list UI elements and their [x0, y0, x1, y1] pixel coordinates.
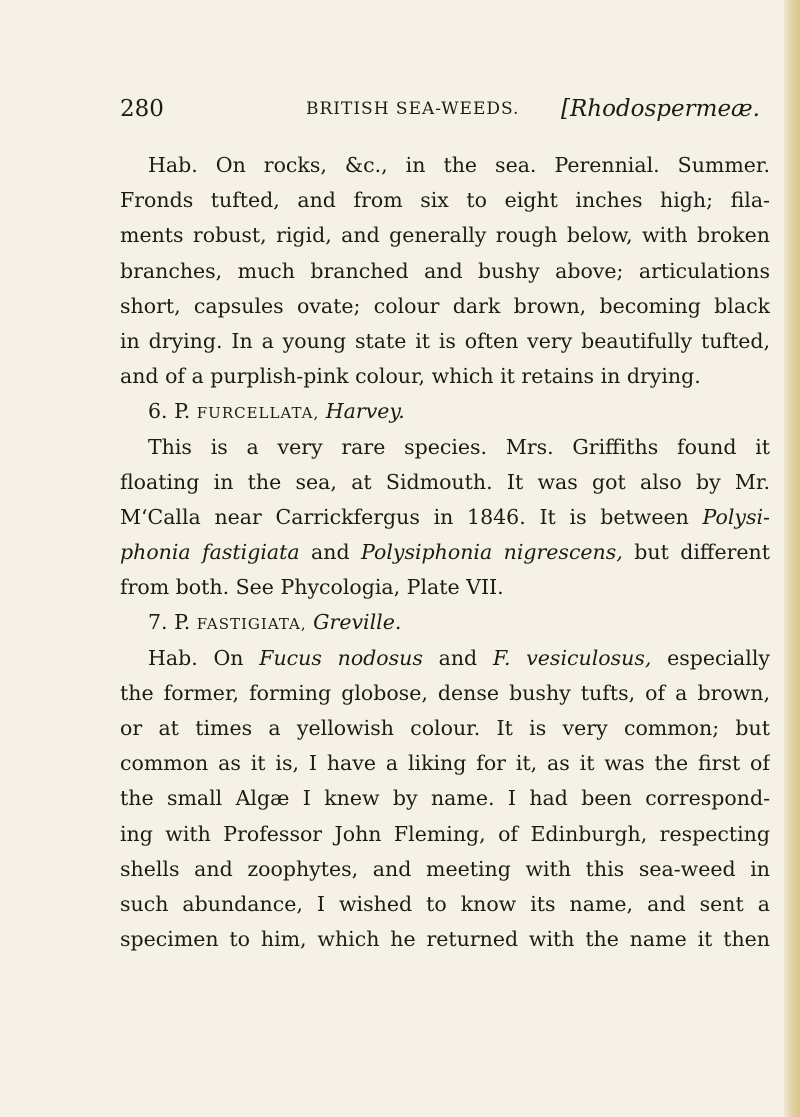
text-line: short, capsules ovate; colour dark brown, becoming black [120, 293, 770, 318]
text-span: especially [667, 645, 770, 670]
text-line: the small Algæ I knew by name. I had been correspond- [120, 786, 770, 811]
species-author: Harvey. [325, 399, 405, 424]
section-title: [Rhodospermeæ. [560, 96, 760, 122]
text-line: Hab. On rocks, &c., in the sea. Perennial. Summer. [148, 153, 770, 177]
species-heading [120, 605, 770, 640]
taxon-name: Polysi- [702, 504, 770, 529]
taxon-name: phonia fastigiata [120, 540, 300, 565]
taxon-name: Fucus nodosus [259, 645, 423, 670]
text-span: and [311, 540, 350, 565]
text-line: and of a purplish-pink colour, which it retains in drying. [120, 364, 701, 389]
text-line: the former, forming globose, dense bushy tufts, of a brown, [120, 680, 770, 705]
running-header [120, 96, 760, 130]
text-line [120, 500, 770, 535]
species-author: Greville. [313, 610, 402, 635]
text-line: Fronds tufted, and from six to eight inches high; fila- [120, 188, 770, 213]
page-number: 280 [120, 96, 164, 122]
page-edge [784, 0, 800, 1117]
text-line: This is a very rare species. Mrs. Griffiths found it [148, 434, 770, 459]
taxon-name: Polysiphonia nigrescens, [361, 540, 623, 565]
text-line: in drying. In a young state it is often very beautifully tufted, [120, 328, 770, 353]
text-line: floating in the sea, at Sidmouth. It was got also by Mr. [120, 469, 770, 494]
text-line: common as it is, I have a liking for it, as it was the first of [120, 751, 770, 776]
taxon-name: F. vesiculosus, [492, 645, 652, 670]
text-span: M‘Calla near Carrickfergus in 1846. It is between [120, 504, 689, 529]
species-number: 6. P. [148, 399, 191, 424]
text-line: shells and zoophytes, and meeting with this sea-weed in [120, 856, 770, 881]
text-line: ing with Professor John Fleming, of Edinburgh, respecting [120, 821, 770, 846]
text-line [120, 535, 770, 570]
species-heading [120, 394, 770, 429]
species-name: FURCELLATA, [196, 404, 320, 423]
text-span: and [438, 645, 478, 670]
species-name: FASTIGIATA, [196, 615, 307, 634]
text-span: but different [634, 540, 770, 565]
species-number: 7. P. [148, 610, 191, 635]
text-line: from both. See Phycologia, Plate VII. [120, 575, 504, 600]
text-line [120, 641, 770, 676]
text-line: specimen to him, which he returned with the name it then [120, 927, 770, 952]
text-line: branches, much branched and bushy above; articulations [120, 258, 770, 283]
text-span: Hab. On [148, 645, 244, 670]
text-line: or at times a yellowish colour. It is very common; but [120, 716, 770, 740]
text-line: ments robust, rigid, and generally rough below, with broken [120, 223, 770, 248]
body-text [120, 148, 770, 957]
text-line: such abundance, I wished to know its name, and sent a [120, 891, 770, 916]
running-title: BRITISH SEA-WEEDS. [306, 99, 520, 119]
